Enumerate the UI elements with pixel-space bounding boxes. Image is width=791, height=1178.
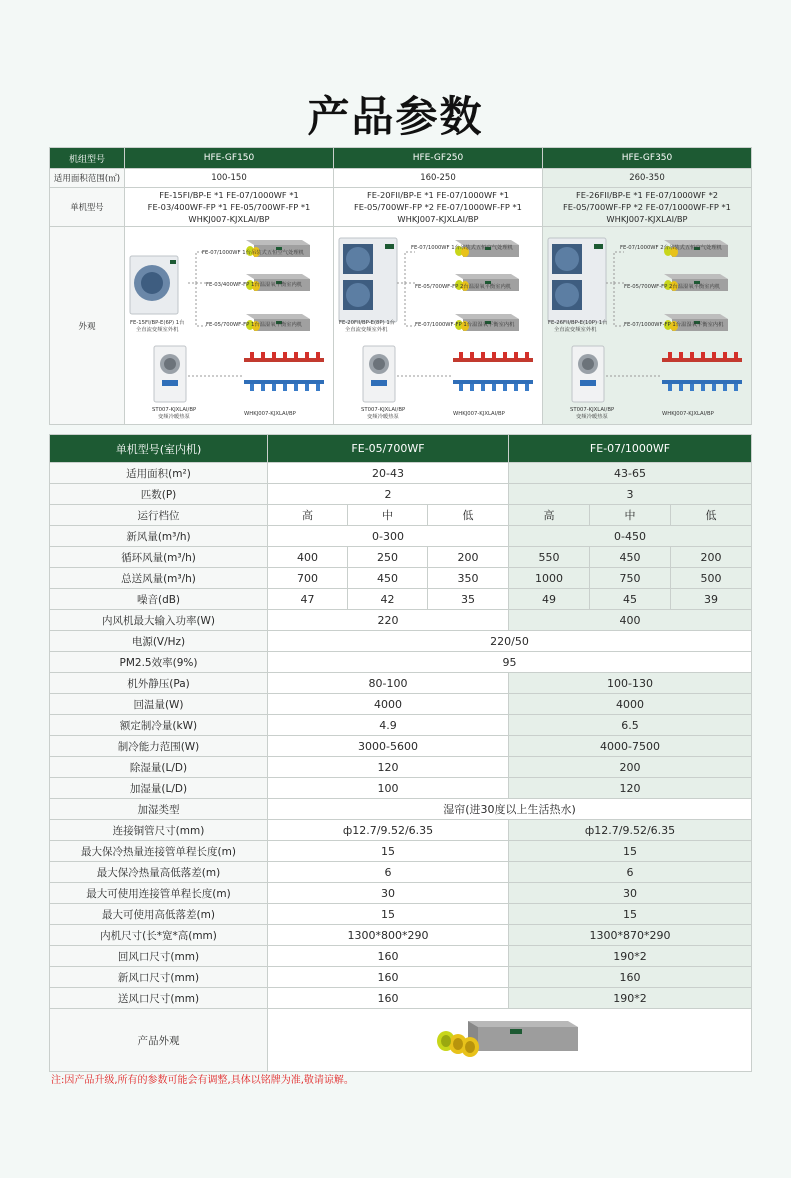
spec-label: 匹数(P) [50,484,268,505]
look-label: 外观 [50,227,125,425]
spec-label: 机外静压(Pa) [50,673,268,694]
spec-value: 1000 [509,568,590,589]
spec-value: 160 [268,988,509,1009]
spec-value: 中 [590,505,671,526]
spec-row-look [50,1009,752,1072]
spec-value: 20-43 [268,463,509,484]
spec-header-fe07: FE-07/1000WF [509,435,752,463]
area-value: 100-150 [125,169,334,188]
spec-value: 500 [671,568,752,589]
spec-value: 中 [348,505,428,526]
spec-value: 6.5 [509,715,752,736]
spec-value: 6 [268,862,509,883]
outdoor-label: FE-15FI/BP-E(6P) 1台 [129,319,184,326]
spec-row-uselen [50,883,752,904]
area-value: 260-350 [543,169,752,188]
spec-value: 低 [671,505,752,526]
unit-label: FE-07/1000WF-FP 1台温湿氧平衡室内机 [623,321,723,328]
manifold-label: WHKJ007-KJXLAI/BP [243,410,296,417]
spec-label: 额定制冷量(kW) [50,715,268,736]
diagram-svg [544,228,751,424]
heat-pump-image [154,346,186,402]
spec-label: 新风量(m³/h) [50,526,268,547]
heat-pump-image [572,346,604,402]
unit-label: FE-07/1000WF-FP 1台温湿氧平衡室内机 [414,321,514,328]
manifold-label: WHKJ007-KJXLAI/BP [452,410,505,417]
spec-row-usedrop [50,904,752,925]
spec-label: 制冷能力范围(W) [50,736,268,757]
heat-pump-label: 变频冷暖热泵 [366,413,399,420]
spec-row-static [50,673,752,694]
spec-label: 回风口尺寸(mm) [50,946,268,967]
heat-pump-label: 变频冷暖热泵 [575,413,608,420]
diagram-cell [543,227,752,425]
area-value: 160-250 [334,169,543,188]
spec-value: 160 [268,946,509,967]
spec-value: 15 [268,841,509,862]
manifold-image [662,352,742,391]
unit-label: FE-05/700WF-FP 1台温湿氧平衡室内机 [205,321,302,328]
spec-label: 送风口尺寸(mm) [50,988,268,1009]
spec-value: 2 [268,484,509,505]
spec-row-size [50,925,752,946]
spec-value: 120 [268,757,509,778]
outdoor-label: 全直流变频室外机 [135,326,178,333]
spec-value: 39 [671,589,752,610]
spec-value: 200 [428,547,509,568]
spec-row-range [50,736,752,757]
heat-pump-label: 变频冷暖热泵 [157,413,190,420]
spec-value: 低 [428,505,509,526]
outdoor-label: 全直流变频室外机 [553,326,596,333]
spec-value: 3 [509,484,752,505]
spec-label: 最大可使用高低落差(m) [50,904,268,925]
spec-row-hum [50,778,752,799]
spec-value: 4000 [268,694,509,715]
spec-label: 内机尺寸(长*宽*高(mm) [50,925,268,946]
spec-row-freshport [50,967,752,988]
spec-value: 4000-7500 [509,736,752,757]
spec-label: 最大保冷热量高低落差(m) [50,862,268,883]
spec-value: 80-100 [268,673,509,694]
spec-value: 1300*800*290 [268,925,509,946]
spec-value: 120 [509,778,752,799]
spec-header-fe05: FE-05/700WF [268,435,509,463]
spec-value: 1300*870*290 [509,925,752,946]
spec-row-pm [50,652,752,673]
spec-value: 15 [509,841,752,862]
spec-value: ф12.7/9.52/6.35 [268,820,509,841]
heat-pump-label: ST007-KJXLAI/BP [360,406,405,413]
unit-label: FE-03/400WF-FP 1台温湿氧平衡室内机 [205,281,302,288]
spec-value: 3000-5600 [268,736,509,757]
spec-value: 200 [671,547,752,568]
spec-label: 电源(V/Hz) [50,631,268,652]
models-cell: FE-20FII/BP-E *1 FE-07/1000WF *1 FE-05/700WF-FP *2 FE-07/1000WF-FP *1 WHKJ007-KJXLAI/BP [334,188,543,227]
heat-pump-label: ST007-KJXLAI/BP [569,406,614,413]
spec-row-total [50,568,752,589]
spec-value: 45 [590,589,671,610]
spec-value: 700 [268,568,348,589]
header-gf250: HFE-GF250 [334,148,543,169]
spec-header-model: 单机型号(室内机) [50,435,268,463]
spec-row-match [50,484,752,505]
spec-value: 15 [509,904,752,925]
heat-pump-image [363,346,395,402]
spec-value: 200 [509,757,752,778]
spec-row-noise [50,589,752,610]
spec-value: 220 [268,610,509,631]
spec-value: 47 [268,589,348,610]
spec-value: 30 [268,883,509,904]
spec-value: 4.9 [268,715,509,736]
spec-value: 190*2 [509,988,752,1009]
spec-value: 350 [428,568,509,589]
spec-value: 550 [509,547,590,568]
spec-value: 450 [348,568,428,589]
spec-value: 100 [268,778,509,799]
spec-value: 高 [268,505,348,526]
diagram-cell [334,227,543,425]
spec-value: 250 [348,547,428,568]
outdoor-unit-image [130,256,178,314]
spec-row-support [50,988,752,1009]
spec-row-pipe [50,820,752,841]
manifold-image [244,352,324,391]
unit-label: FE-05/700WF-FP 2台温湿氧平衡室内机 [623,283,720,290]
outdoor-label: FE-26FII/BP-E(10P) 1台 [547,319,607,326]
manifold-label: WHKJ007-KJXLAI/BP [661,410,714,417]
spec-row-supply [50,631,752,652]
spec-value: 30 [509,883,752,904]
unit-label: FE-07/1000WF 2台吊装式五恒空气处理机 [619,244,722,251]
spec-label: 产品外观 [50,1009,268,1072]
spec-value: 6 [509,862,752,883]
spec-value: 43-65 [509,463,752,484]
spec-table [49,434,752,1072]
spec-value: 190*2 [509,946,752,967]
header-model: 机组型号 [50,148,125,169]
spec-value: 49 [509,589,590,610]
spec-row-humtype [50,799,752,820]
spec-row-fresh [50,526,752,547]
spec-label: 最大可使用连接管单程长度(m) [50,883,268,904]
spec-label: 总送风量(m³/h) [50,568,268,589]
diagram-svg [126,228,333,424]
spec-value: 高 [509,505,590,526]
models-label: 单机型号 [50,188,125,227]
spec-value: 450 [590,547,671,568]
spec-label: 适用面积(m²) [50,463,268,484]
manifold-image [453,352,533,391]
spec-value: 4000 [509,694,752,715]
system-diagram [125,228,333,424]
spec-row-area [50,463,752,484]
spec-label: 除湿量(L/D) [50,757,268,778]
spec-row-power [50,610,752,631]
spec-value: 42 [348,589,428,610]
indoor-unit-image [428,1013,588,1067]
page-title: 产品参数 [307,92,484,141]
models-cell: FE-26FII/BP-E *1 FE-07/1000WF *2 FE-05/700WF-FP *2 FE-07/1000WF-FP *1 WHKJ007-KJXLAI/BP [543,188,752,227]
spec-label: 加湿类型 [50,799,268,820]
spec-row-ret [50,694,752,715]
diagram-svg [335,228,542,424]
system-table [49,147,752,425]
unit-label: FE-07/1000WF 1台吊装式五恒空气处理机 [410,244,513,251]
spec-row-circ [50,547,752,568]
system-diagram [543,228,751,424]
spec-label: 运行档位 [50,505,268,526]
spec-label: 循环风量(m³/h) [50,547,268,568]
spec-row-cool [50,715,752,736]
spec-value: 400 [268,547,348,568]
spec-value: 95 [268,652,752,673]
spec-value: 0-450 [509,526,752,547]
spec-row-dehum [50,757,752,778]
heat-pump-label: ST007-KJXLAI/BP [151,406,196,413]
spec-label: 最大保冷热量连接管单程长度(m) [50,841,268,862]
spec-row-maxlen [50,841,752,862]
product-image-cell [268,1009,752,1072]
spec-label: 回温量(W) [50,694,268,715]
spec-label: 噪音(dB) [50,589,268,610]
spec-label: 内风机最大输入功率(W) [50,610,268,631]
spec-value: 100-130 [509,673,752,694]
spec-value: 160 [509,967,752,988]
header-gf150: HFE-GF150 [125,148,334,169]
spec-row-maxdrop [50,862,752,883]
spec-value: 35 [428,589,509,610]
area-label: 适用面积范围(㎡) [50,169,125,188]
spec-value: 220/50 [268,631,752,652]
header-gf350: HFE-GF350 [543,148,752,169]
outdoor-label: FE-20FII/BP-E(8P) 1台 [338,319,395,326]
spec-value: 750 [590,568,671,589]
outdoor-label: 全直流变频室外机 [344,326,387,333]
spec-label: 新风口尺寸(mm) [50,967,268,988]
spec-row-retport [50,946,752,967]
unit-label: FE-05/700WF-FP 2台温湿氧平衡室内机 [414,283,511,290]
spec-value: 15 [268,904,509,925]
spec-value: 湿帘(进30度以上生活热水) [268,799,752,820]
diagram-cell [125,227,334,425]
spec-label: PM2.5效率(9%) [50,652,268,673]
disclaimer-note: 注:因产品升级,所有的参数可能会有调整,具体以铭牌为准,敬请谅解。 [51,1075,354,1086]
spec-value: 400 [509,610,752,631]
spec-label: 加湿量(L/D) [50,778,268,799]
system-diagram [334,228,542,424]
unit-label: FE-07/1000WF 1台吊装式五恒空气处理机 [201,249,304,256]
outdoor-unit-image [548,238,606,322]
spec-value: 0-300 [268,526,509,547]
outdoor-unit-image [339,238,397,322]
spec-value: 160 [268,967,509,988]
spec-label: 连接铜管尺寸(mm) [50,820,268,841]
spec-row-gear [50,505,752,526]
spec-value: ф12.7/9.52/6.35 [509,820,752,841]
models-cell: FE-15FI/BP-E *1 FE-07/1000WF *1 FE-03/400WF-FP *1 FE-05/700WF-FP *1 WHKJ007-KJXLAI/BP [125,188,334,227]
